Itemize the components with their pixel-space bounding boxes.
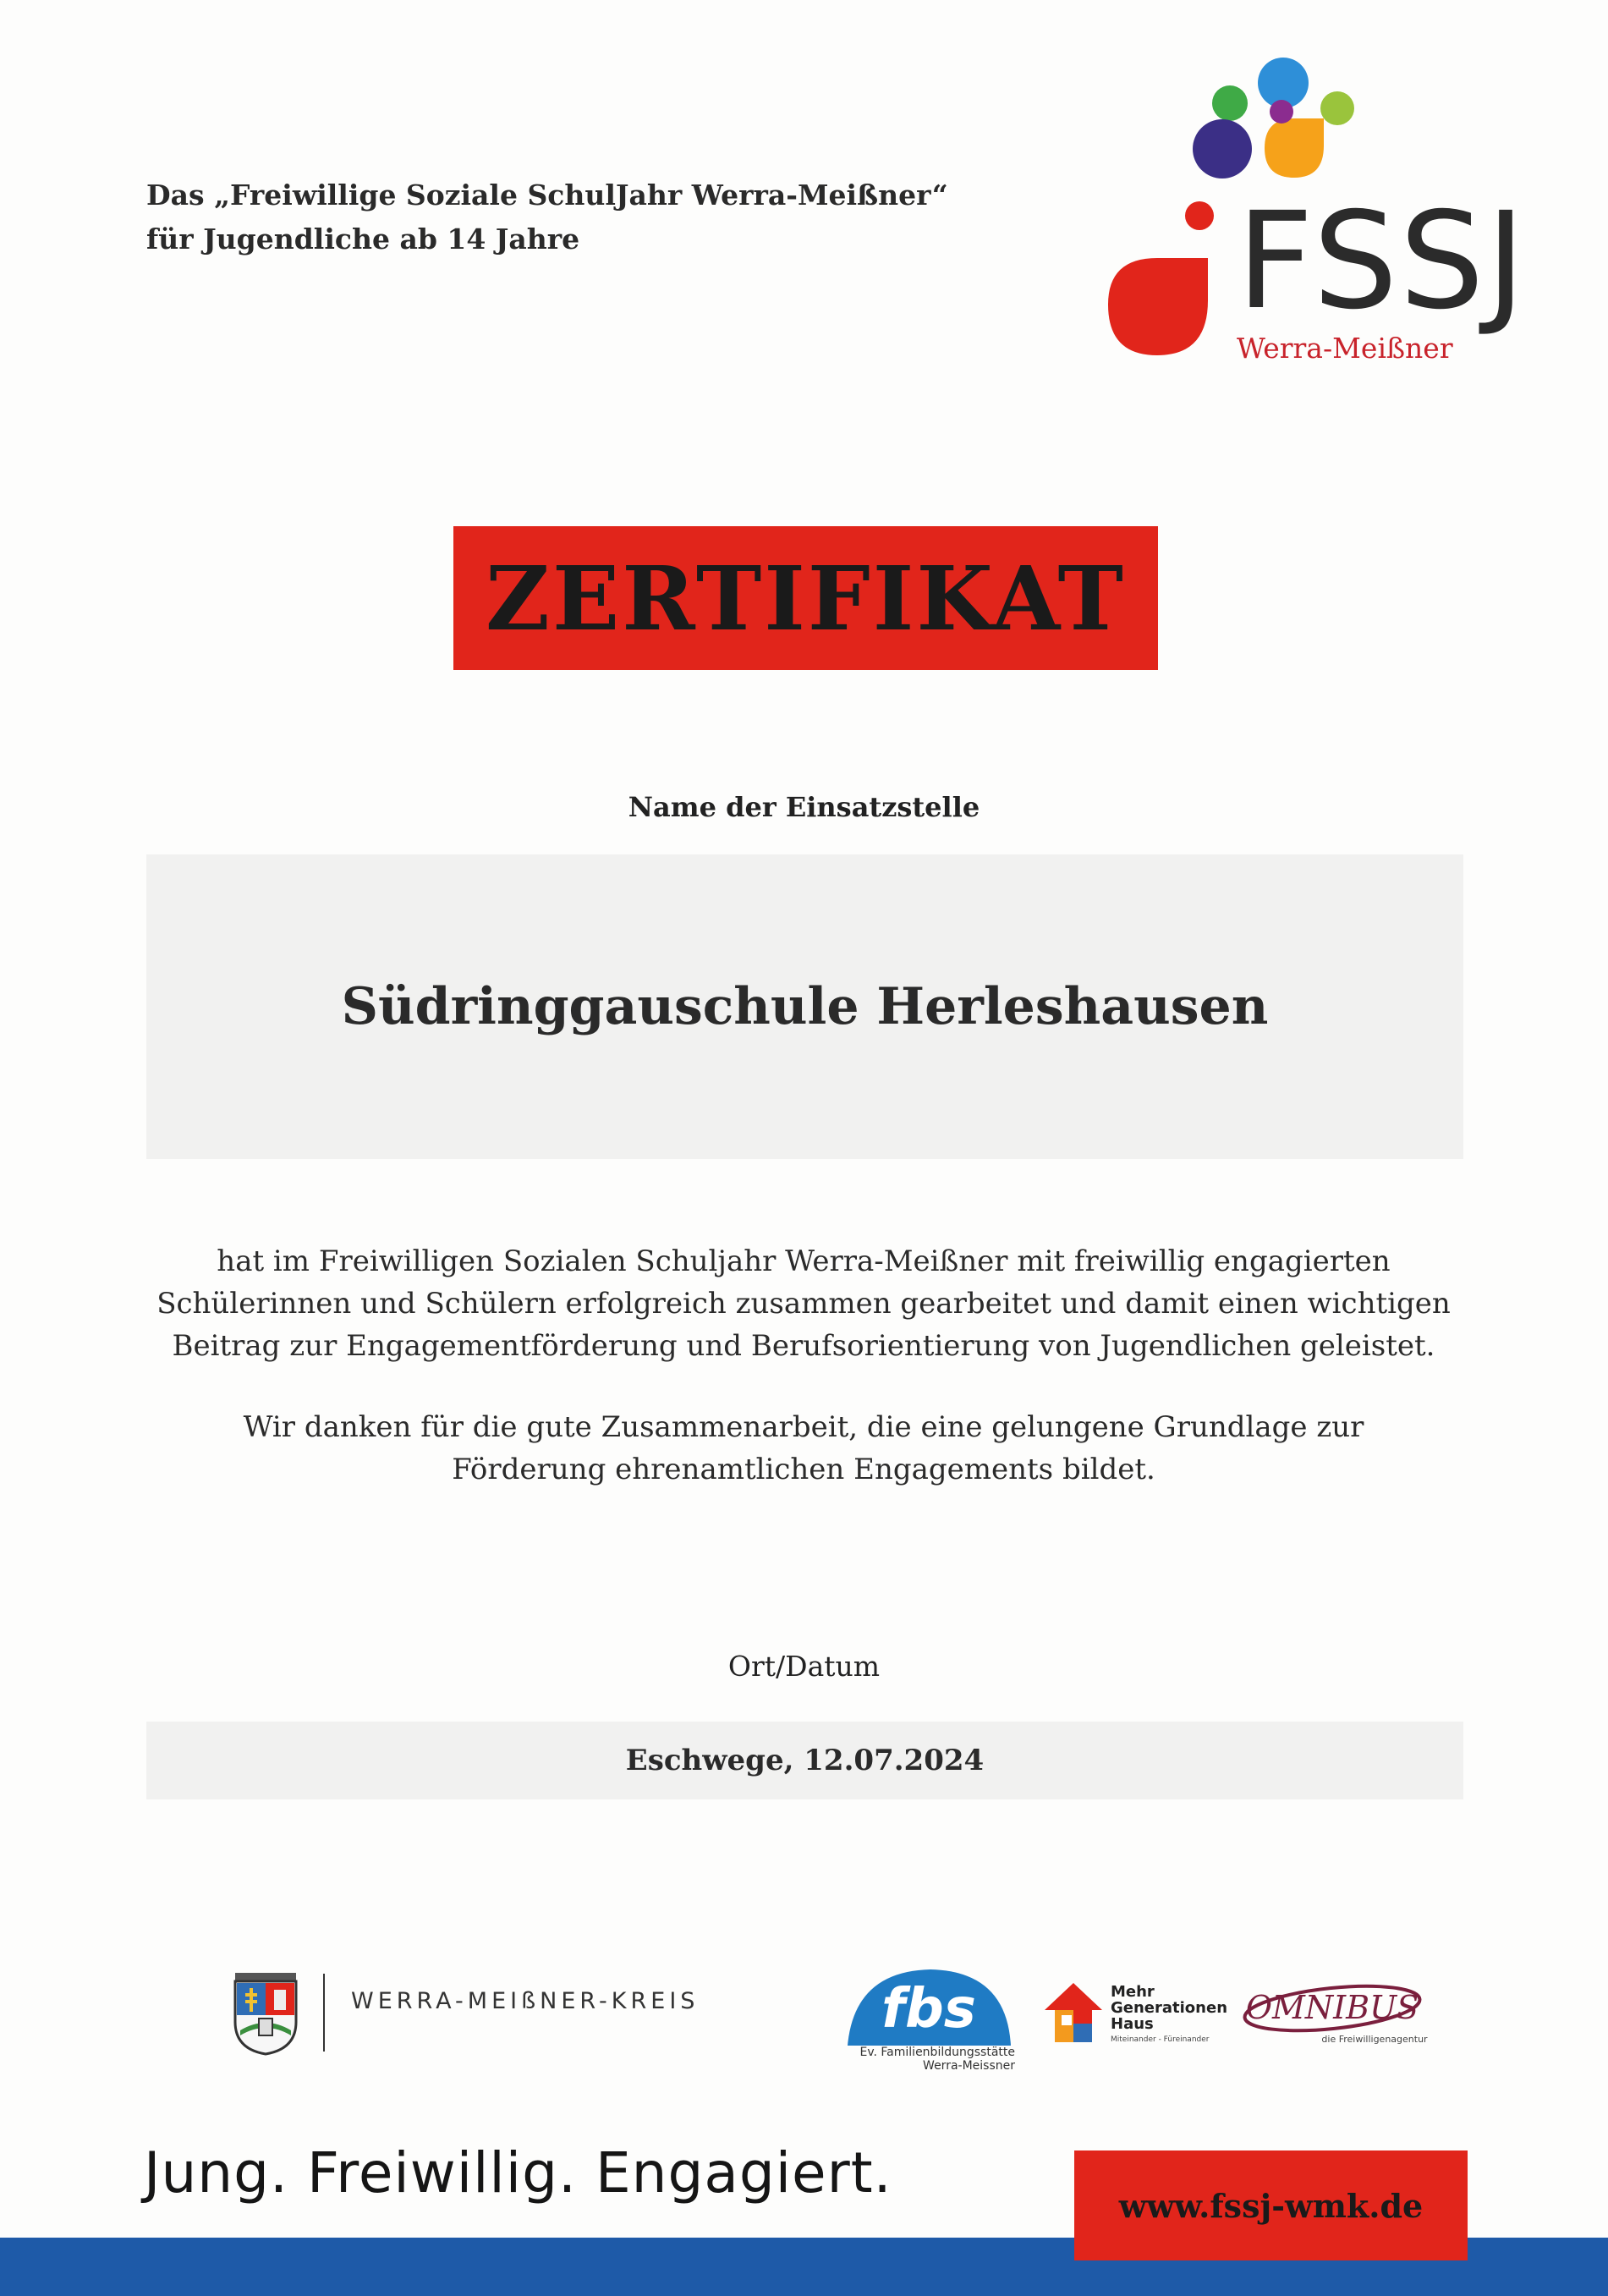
body-paragraph-1 [127, 1240, 1480, 1367]
fssj-wordmark: FSSJ [1237, 184, 1528, 339]
omnibus-tagline: die Freiwilligenagentur [1321, 2034, 1428, 2045]
omnibus-logo-text: OMNIBUS [1245, 1989, 1419, 2026]
mgh-line-1: Mehr [1111, 1983, 1155, 2001]
body-paragraph-2 [127, 1406, 1480, 1491]
mehrgenerationenhaus-text [1111, 1984, 1227, 2032]
body-line: Wir danken für die gute Zusammenarbeit, die eine gelungene Grundlage zur [243, 1410, 1364, 1444]
werra-meissner-kreis-text: WERRA-MEIßNER-KREIS [351, 1988, 700, 2014]
kreis-divider [323, 1974, 325, 2052]
ort-datum-box [146, 1722, 1463, 1799]
website-box [1074, 2150, 1468, 2260]
header-text [146, 173, 948, 261]
coat-of-arms-icon [230, 1971, 301, 2056]
ort-datum-value: Eschwege, 12.07.2024 [625, 1744, 985, 1777]
fbs-logo-text: fbs [881, 1978, 976, 2041]
body-line: hat im Freiwilligen Sozialen Schuljahr Werra-Meißner mit freiwillig engagierten [217, 1244, 1391, 1278]
mehrgenerationenhaus-tagline: Miteinander - Füreinander [1111, 2035, 1210, 2044]
fbs-subtitle-line-1: Ev. Familienbildungsstätte [859, 2046, 1015, 2059]
header-line-2: für Jugendliche ab 14 Jahre [146, 222, 580, 255]
header-line-1: Das „Freiwillige Soziale SchulJahr Werra-Meißner“ [146, 179, 948, 211]
mgh-line-3: Haus [1111, 2015, 1154, 2033]
website-link[interactable]: www.fssj-wmk.de [1118, 2186, 1424, 2225]
einsatzstelle-label: Name der Einsatzstelle [628, 791, 980, 823]
body-line: Förderung ehrenamtlichen Engagements bildet. [452, 1453, 1155, 1486]
mehrgenerationenhaus-icon [1043, 1981, 1104, 2044]
fbs-subtitle [859, 2046, 1015, 2073]
fbs-subtitle-line-2: Werra-Meissner [923, 2059, 1015, 2073]
body-line: Schülerinnen und Schülern erfolgreich zusammen gearbeitet und damit einen wichtigen [156, 1287, 1451, 1321]
fbs-logo [837, 1963, 1015, 2047]
mgh-line-2: Generationen [1111, 1999, 1228, 2017]
einsatzstelle-name: Südringgauschule Herleshausen [341, 977, 1269, 1036]
fssj-subtitle: Werra-Meißner [1237, 332, 1453, 365]
ort-datum-label: Ort/Datum [727, 1650, 881, 1683]
slogan: Jung. Freiwillig. Engagiert. [144, 2140, 892, 2205]
body-line: Beitrag zur Engagementförderung und Berufsorientierung von Jugendlichen geleistet. [172, 1329, 1435, 1363]
title-banner [453, 526, 1158, 670]
omnibus-logo [1239, 1980, 1434, 2047]
title-text: ZERTIFIKAT [486, 546, 1126, 651]
einsatzstelle-box [146, 854, 1463, 1159]
